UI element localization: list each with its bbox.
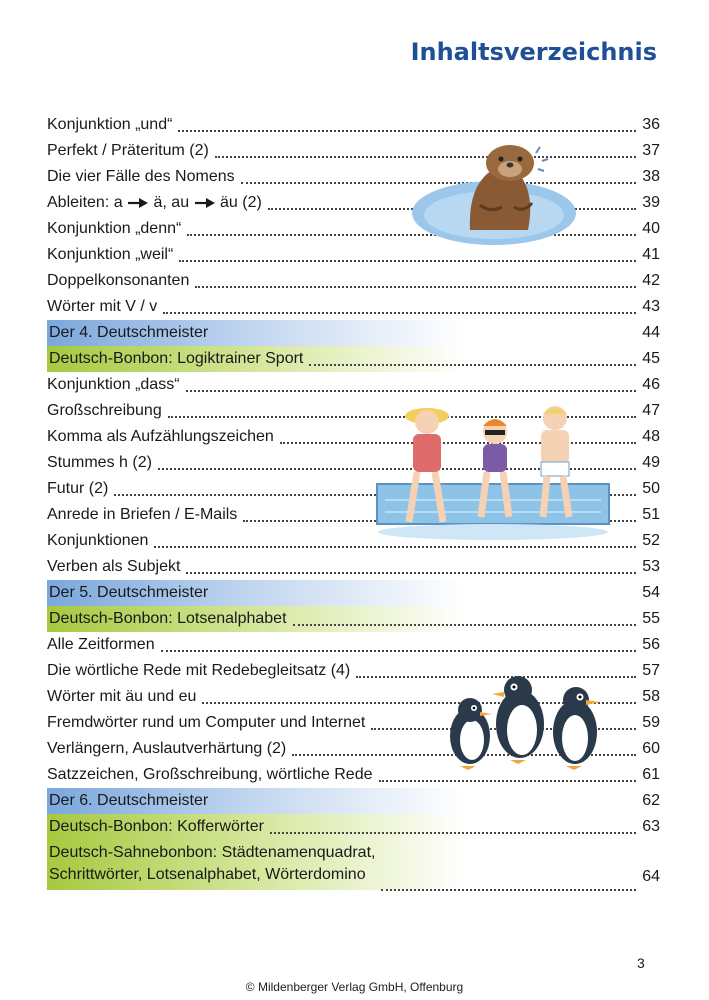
dot-leader	[186, 571, 636, 574]
toc-entry-page: 51	[642, 506, 660, 523]
toc-entry	[47, 294, 660, 320]
toc-entry-page: 43	[642, 298, 660, 315]
toc-entry-page: 48	[642, 428, 660, 445]
toc-entry-page: 52	[642, 532, 660, 549]
toc-entry-page: 36	[642, 116, 660, 133]
toc-entry	[47, 632, 660, 658]
toc-entry-label: Satzzeichen, Großschreibung, wörtliche Rede	[47, 766, 373, 783]
toc-entry-page: 39	[642, 194, 660, 211]
toc-entry-label: Wörter mit V / v	[47, 298, 158, 315]
toc-entry	[47, 606, 660, 632]
toc-entry-page: 58	[642, 688, 660, 705]
toc-entry-page: 41	[642, 246, 660, 263]
toc-entry-label: Ableiten: a ä, au äu (2)	[47, 194, 262, 211]
toc-entry-label: Deutsch-Bonbon: Lotsenalphabet	[49, 610, 287, 627]
dot-leader	[381, 888, 636, 891]
toc-entry	[47, 554, 660, 580]
toc-entry-page: 53	[642, 558, 660, 575]
toc-entry-label: Fremdwörter rund um Computer und Internet	[47, 714, 366, 731]
dot-leader	[270, 831, 636, 834]
toc-entry-label: Stummes h (2)	[47, 454, 152, 471]
dot-leader	[179, 259, 636, 262]
toc-entry-page: 63	[642, 818, 660, 835]
toc-entry-page: 56	[642, 636, 660, 653]
toc-entry-page: 59	[642, 714, 660, 731]
toc-entry	[47, 788, 660, 814]
toc-entry	[47, 268, 660, 294]
toc-entry-label: Großschreibung	[47, 402, 162, 419]
toc-entry-label: Anrede in Briefen / E-Mails	[47, 506, 238, 523]
toc-entry-page: 37	[642, 142, 660, 159]
toc-entry	[47, 320, 660, 346]
toc-entry-label: Der 5. Deutschmeister	[49, 584, 209, 601]
toc-entry-label: Futur (2)	[47, 480, 109, 497]
dot-leader	[195, 285, 636, 288]
arrow-right-icon	[194, 197, 216, 209]
toc-entry	[47, 580, 660, 606]
page-number: 3	[637, 955, 645, 971]
dot-leader	[163, 311, 636, 314]
toc-entry-page: 47	[642, 402, 660, 419]
toc-entry-page: 44	[642, 324, 660, 341]
toc-entry-page: 54	[642, 584, 660, 601]
toc-entry-label: Konjunktion „denn“	[47, 220, 182, 237]
toc-entry-page: 40	[642, 220, 660, 237]
toc-entry-label: Konjunktion „und“	[47, 116, 173, 133]
toc-entry-label: Deutsch-Bonbon: Kofferwörter	[49, 818, 264, 835]
toc-entry-label: Der 6. Deutschmeister	[49, 792, 209, 809]
toc-entry	[47, 346, 660, 372]
dot-leader	[154, 545, 636, 548]
toc-entry-label: Die vier Fälle des Nomens	[47, 168, 235, 185]
toc-entry-label: Deutsch-Bonbon: Logiktrainer Sport	[49, 350, 304, 367]
toc-entry-page: 61	[642, 766, 660, 783]
dot-leader	[379, 779, 637, 782]
toc-entry-page: 49	[642, 454, 660, 471]
toc-entry-page: 38	[642, 168, 660, 185]
toc-entry-label: Doppelkonsonanten	[47, 272, 190, 289]
otter-illustration	[410, 135, 578, 247]
page-title: Inhaltsverzeichnis	[410, 38, 657, 66]
toc-entry-label: Wörter mit äu und eu	[47, 688, 197, 705]
toc-entry-page: 42	[642, 272, 660, 289]
toc-entry-label: Die wörtliche Rede mit Redebegleitsatz (4)	[47, 662, 351, 679]
copyright-notice: © Mildenberger Verlag GmbH, Offenburg	[245, 980, 464, 994]
toc-entry	[47, 840, 660, 890]
toc-entry-page: 62	[642, 792, 660, 809]
toc-entry	[47, 814, 660, 840]
toc-entry-page: 50	[642, 480, 660, 497]
toc-entry-label: Deutsch-Sahnebonbon: Städtenamenquadrat, Schrittwörter, Lotsenalphabet, Wörterdomino	[49, 844, 376, 883]
toc-entry-label: Komma als Aufzählungszeichen	[47, 428, 274, 445]
toc-entry-label: Alle Zeitformen	[47, 636, 155, 653]
dot-leader	[161, 649, 636, 652]
toc-entry-label: Verben als Subjekt	[47, 558, 181, 575]
toc-entry-page: 60	[642, 740, 660, 757]
toc-entry-page: 45	[642, 350, 660, 367]
toc-entry-label: Verlängern, Auslautverhärtung (2)	[47, 740, 287, 757]
penguins-illustration	[440, 668, 610, 778]
toc-entry-label: Konjunktion „weil“	[47, 246, 174, 263]
toc-entry-page: 64	[642, 868, 660, 885]
dot-leader	[293, 623, 636, 626]
toc-entry-label: Konjunktionen	[47, 532, 149, 549]
toc-entry-label: Konjunktion „dass“	[47, 376, 180, 393]
dot-leader	[178, 129, 636, 132]
toc-entry-page: 57	[642, 662, 660, 679]
children-at-pool-illustration	[375, 392, 615, 542]
dot-leader	[309, 363, 636, 366]
toc-entry-page: 55	[642, 610, 660, 627]
arrow-right-icon	[127, 197, 149, 209]
toc-entry-label: Der 4. Deutschmeister	[49, 324, 209, 341]
toc-entry-label: Perfekt / Präteritum (2)	[47, 142, 209, 159]
toc-entry-page: 46	[642, 376, 660, 393]
